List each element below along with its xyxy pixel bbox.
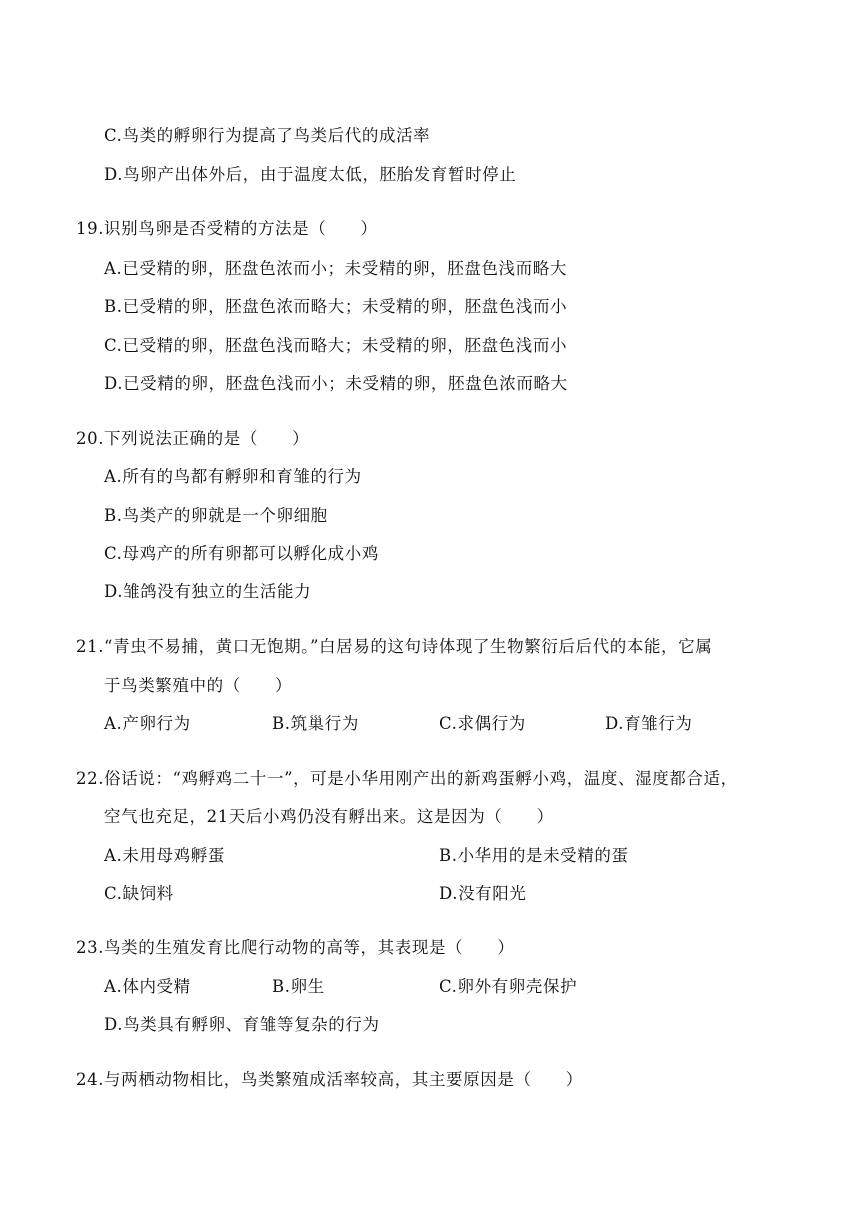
question-20-option-d: D.雏鸽没有独立的生活能力 [104,582,312,601]
question-20-option-c: C.母鸡产的所有卵都可以孵化成小鸡 [104,544,379,563]
question-20-option-b: B.鸟类产的卵就是一个卵细胞 [104,506,328,525]
question-23-option-a: A.体内受精 [104,977,191,996]
question-21-option-a: A.产卵行为 [104,714,191,733]
question-19-option-b: B.已受精的卵，胚盘色浓而略大；未受精的卵，胚盘色浅而小 [104,297,568,316]
question-24-stem: 24.与两栖动物相比，鸟类繁殖成活率较高，其主要原因是（ ） [76,1070,583,1089]
question-21-stem-line2: 于鸟类繁殖中的（ ） [104,676,293,695]
question-19-stem: 19.识别鸟卵是否受精的方法是（ ） [76,219,378,238]
question-22-option-a: A.未用母鸡孵蛋 [104,846,225,865]
question-19-option-d: D.已受精的卵，胚盘色浅而小；未受精的卵，胚盘色浓而略大 [104,374,568,393]
question-19-option-c: C.已受精的卵，胚盘色浅而略大；未受精的卵，胚盘色浅而小 [104,336,568,355]
question-22-option-c: C.缺饲料 [104,884,174,903]
question-20-stem: 20.下列说法正确的是（ ） [76,429,310,448]
question-21-option-b: B.筑巢行为 [272,714,359,733]
question-22-option-d: D.没有阳光 [439,884,527,903]
question-22-stem-line2: 空气也充足，21天后小鸡仍没有孵出来。这是因为（ ） [104,807,554,826]
question-22-stem-line1: 22.俗话说：“鸡孵鸡二十一”，可是小华用刚产出的新鸡蛋孵小鸡，温度、湿度都合适， [76,769,738,788]
question-23-option-d: D.鸟类具有孵卵、育雏等复杂的行为 [104,1015,380,1034]
question-19-option-a: A.已受精的卵，胚盘色浓而小；未受精的卵，胚盘色浅而略大 [104,259,567,278]
prev-option-d: D.鸟卵产出体外后，由于温度太低，胚胎发育暂时停止 [104,165,517,184]
question-21-option-c: C.求偶行为 [439,714,526,733]
question-22-option-b: B.小华用的是未受精的蛋 [439,846,629,865]
question-21-option-d: D.育雏行为 [605,714,693,733]
question-21-stem-line1: 21.“青虫不易捕，黄口无饱期。”白居易的这句诗体现了生物繁衍后后代的本能，它属 [76,637,713,656]
question-20-option-a: A.所有的鸟都有孵卵和育雏的行为 [104,467,362,486]
question-23-option-b: B.卵生 [272,977,325,996]
question-23-option-c: C.卵外有卵壳保护 [439,977,578,996]
question-23-stem: 23.鸟类的生殖发育比爬行动物的高等，其表现是（ ） [76,938,515,957]
prev-option-c: C.鸟类的孵卵行为提高了鸟类后代的成活率 [104,126,431,145]
